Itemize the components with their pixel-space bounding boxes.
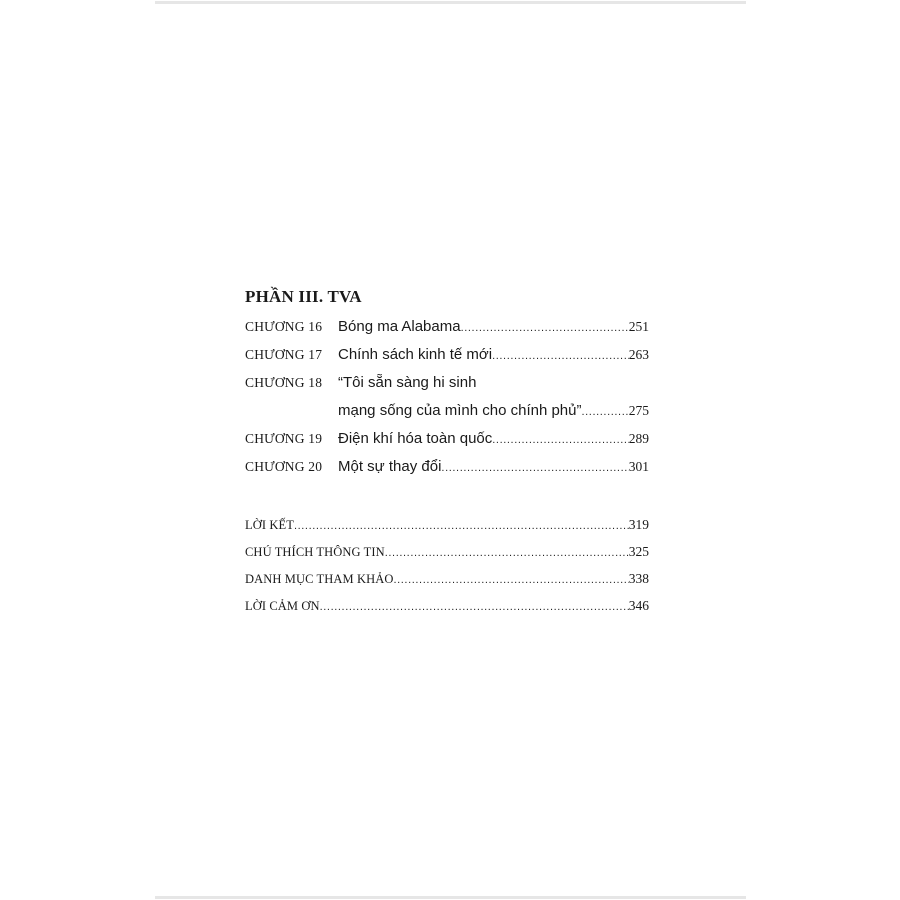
page-number: 263 <box>628 347 649 362</box>
section-gap <box>245 481 649 511</box>
dot-leader <box>393 567 628 594</box>
dot-leader <box>441 454 628 482</box>
page-number: 289 <box>628 431 649 446</box>
page-number: 251 <box>628 319 649 334</box>
chapter-title-line2: mạng sống của mình cho chính phủ” <box>338 402 582 419</box>
back-matter-label: CHÚ THÍCH THÔNG TIN <box>245 545 385 559</box>
page-number: 346 <box>628 598 649 613</box>
table-of-contents <box>245 285 649 619</box>
back-matter-label: LỜI CẢM ƠN <box>245 599 320 613</box>
toc-entry-chapter-18-continued <box>245 397 649 425</box>
dot-leader <box>492 426 628 454</box>
dot-leader <box>492 342 629 370</box>
toc-entry-acknowledgements <box>245 592 649 619</box>
dot-leader <box>294 513 629 540</box>
toc-entry-bibliography <box>245 565 649 592</box>
chapter-title: Điện khí hóa toàn quốc <box>338 430 493 447</box>
back-matter-label: LỜI KẾT <box>245 518 294 532</box>
dot-leader <box>320 594 629 621</box>
toc-entry-chapter-20 <box>245 453 649 481</box>
chapter-title: Bóng ma Alabama <box>338 318 461 335</box>
dot-leader <box>582 398 629 426</box>
page-number: 275 <box>628 403 649 418</box>
dot-leader <box>385 540 629 567</box>
page-bottom-edge <box>155 896 746 899</box>
page-number: 319 <box>628 517 649 532</box>
chapter-label: CHƯƠNG 19 <box>245 431 323 446</box>
chapter-label: CHƯƠNG 20 <box>245 459 323 474</box>
page-number: 325 <box>628 544 649 559</box>
toc-entry-chapter-19 <box>245 425 649 453</box>
page-number: 301 <box>628 459 649 474</box>
chapter-label: CHƯƠNG 17 <box>245 347 323 362</box>
toc-entry-chapter-18 <box>245 369 649 397</box>
chapter-title: Một sự thay đổi <box>338 458 442 475</box>
dot-leader <box>461 314 629 342</box>
toc-entry-chapter-17 <box>245 341 649 369</box>
chapter-title: “Tôi sẵn sàng hi sinh <box>338 374 477 391</box>
chapter-label: CHƯƠNG 18 <box>245 375 323 390</box>
toc-entry-epilogue <box>245 511 649 538</box>
page-number: 338 <box>628 571 649 586</box>
part-title: PHẦN III. TVA <box>245 287 362 306</box>
chapter-title: Chính sách kinh tế mới <box>338 346 493 363</box>
page-top-edge <box>155 1 746 4</box>
toc-entry-notes <box>245 538 649 565</box>
chapter-label: CHƯƠNG 16 <box>245 319 323 334</box>
back-matter-label: DANH MỤC THAM KHẢO <box>245 572 394 586</box>
toc-entry-chapter-16 <box>245 313 649 341</box>
